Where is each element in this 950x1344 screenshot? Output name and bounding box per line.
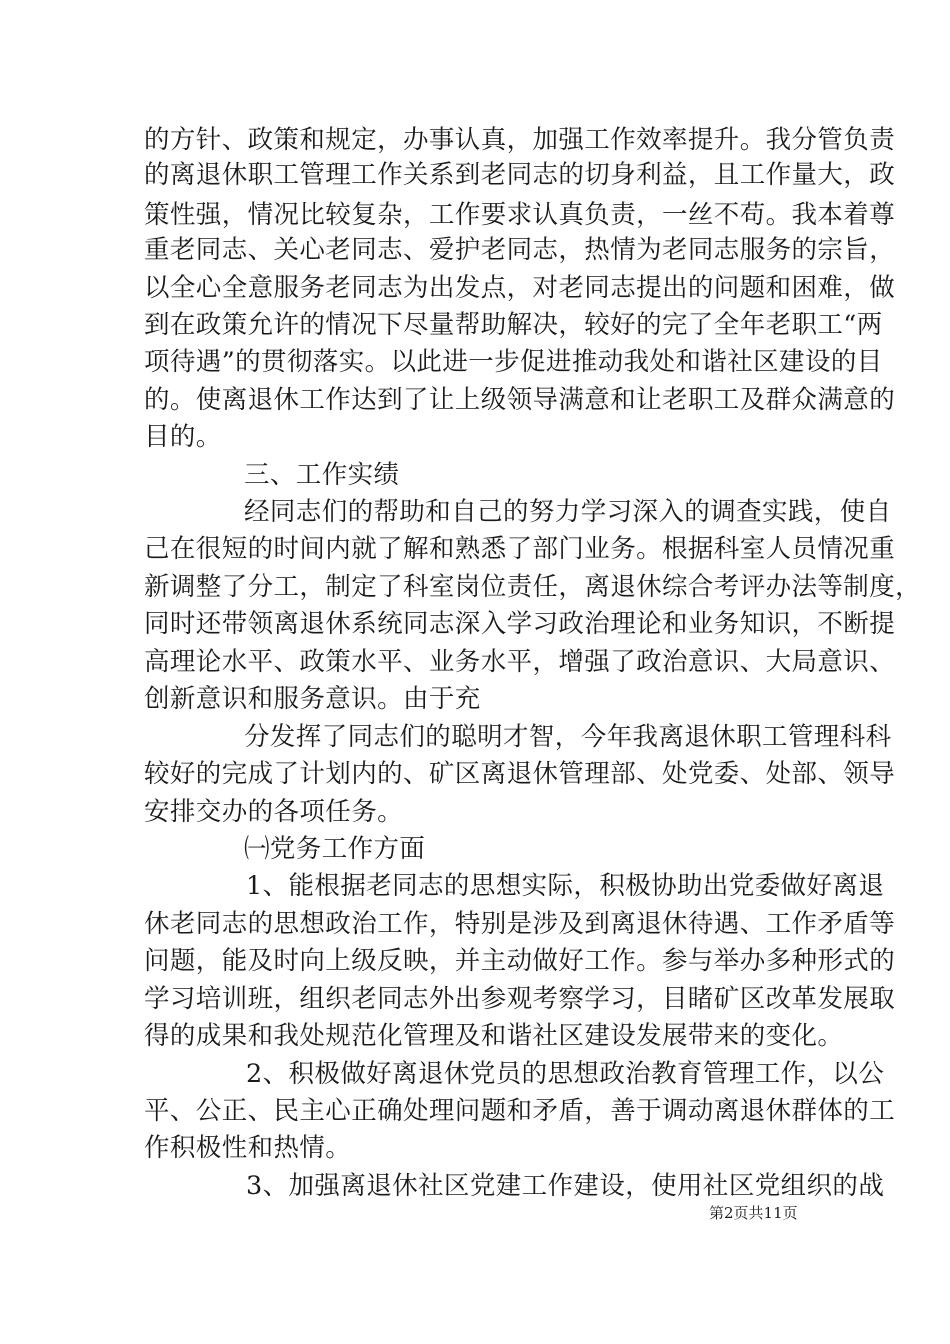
- text-line: 问题，能及时向上级反映，并主动做好工作。参与举办多种形式的: [144, 946, 896, 976]
- text-line: 经同志们的帮助和自己的努力学习深入的调查实践，使自: [244, 497, 892, 527]
- text-line: 得的成果和我处规范化管理及和谐社区建设发展带来的变化。: [144, 1021, 844, 1051]
- text-line: 安排交办的各项任务。: [144, 797, 404, 827]
- page-number: 第2页共11页: [709, 1204, 798, 1222]
- text-line: 1、能根据老同志的思想实际，积极协助出党委做好离退: [246, 871, 885, 901]
- text-line: 平、公正、民主心正确处理问题和矛盾，善于调动离退休群体的工: [144, 1096, 896, 1126]
- text-line: 作积极性和热情。: [144, 1133, 352, 1163]
- text-line: 目的。: [144, 422, 222, 452]
- text-line: 项待遇”的贯彻落实。以此进一步促进推动我处和谐社区建设的目: [144, 347, 883, 377]
- text-line: 策性强，情况比较复杂，工作要求认真负责，一丝不苟。我本着尊: [144, 200, 896, 230]
- text-line: 学习培训班，组织老同志外出参观考察学习，目睹矿区改革发展取: [144, 984, 896, 1014]
- text-line: 创新意识和服务意识。由于充: [144, 684, 481, 714]
- text-line: 新调整了分工，制定了科室岗位责任，离退休综合考评办法等制度，: [144, 572, 922, 602]
- text-line: 分发挥了同志们的聪明才智，今年我离退休职工管理科科: [244, 722, 892, 752]
- section-heading: 三、工作实绩: [244, 460, 400, 490]
- text-line: 的离退休职工管理工作关系到老同志的切身利益，且工作量大，政: [144, 160, 896, 190]
- text-line: 3、加强离退休社区党建工作建设，使用社区党组织的战: [246, 1171, 885, 1201]
- text-line: 休老同志的思想政治工作，特别是涉及到离退休待遇、工作矛盾等: [144, 909, 896, 939]
- text-line: 己在很短的时间内就了解和熟悉了部门业务。根据科室人员情况重: [144, 534, 896, 564]
- text-line: 的。使离退休工作达到了让上级领导满意和让老职工及群众满意的: [144, 385, 896, 415]
- text-line: 到在政策允许的情况下尽量帮助解决，较好的完了全年老职工“两: [144, 310, 883, 340]
- text-line: 的方针、政策和规定，办事认真，加强工作效率提升。我分管负责: [144, 125, 896, 155]
- text-line: 较好的完成了计划内的、矿区离退休管理部、处党委、处部、领导: [144, 759, 896, 789]
- text-line: 以全心全意服务老同志为出发点，对老同志提出的问题和困难，做: [144, 273, 896, 303]
- text-line: 重老同志、关心老同志、爱护老同志，热情为老同志服务的宗旨，: [144, 235, 896, 265]
- text-line: 同时还带领离退休系统同志深入学习政治理论和业务知识，不断提: [144, 609, 896, 639]
- text-line: 2、积极做好离退休党员的思想政治教育管理工作，以公: [246, 1059, 885, 1089]
- subsection-heading: ㈠党务工作方面: [244, 834, 426, 864]
- text-line: 高理论水平、政策水平、业务水平，增强了政治意识、大局意识、: [144, 647, 896, 677]
